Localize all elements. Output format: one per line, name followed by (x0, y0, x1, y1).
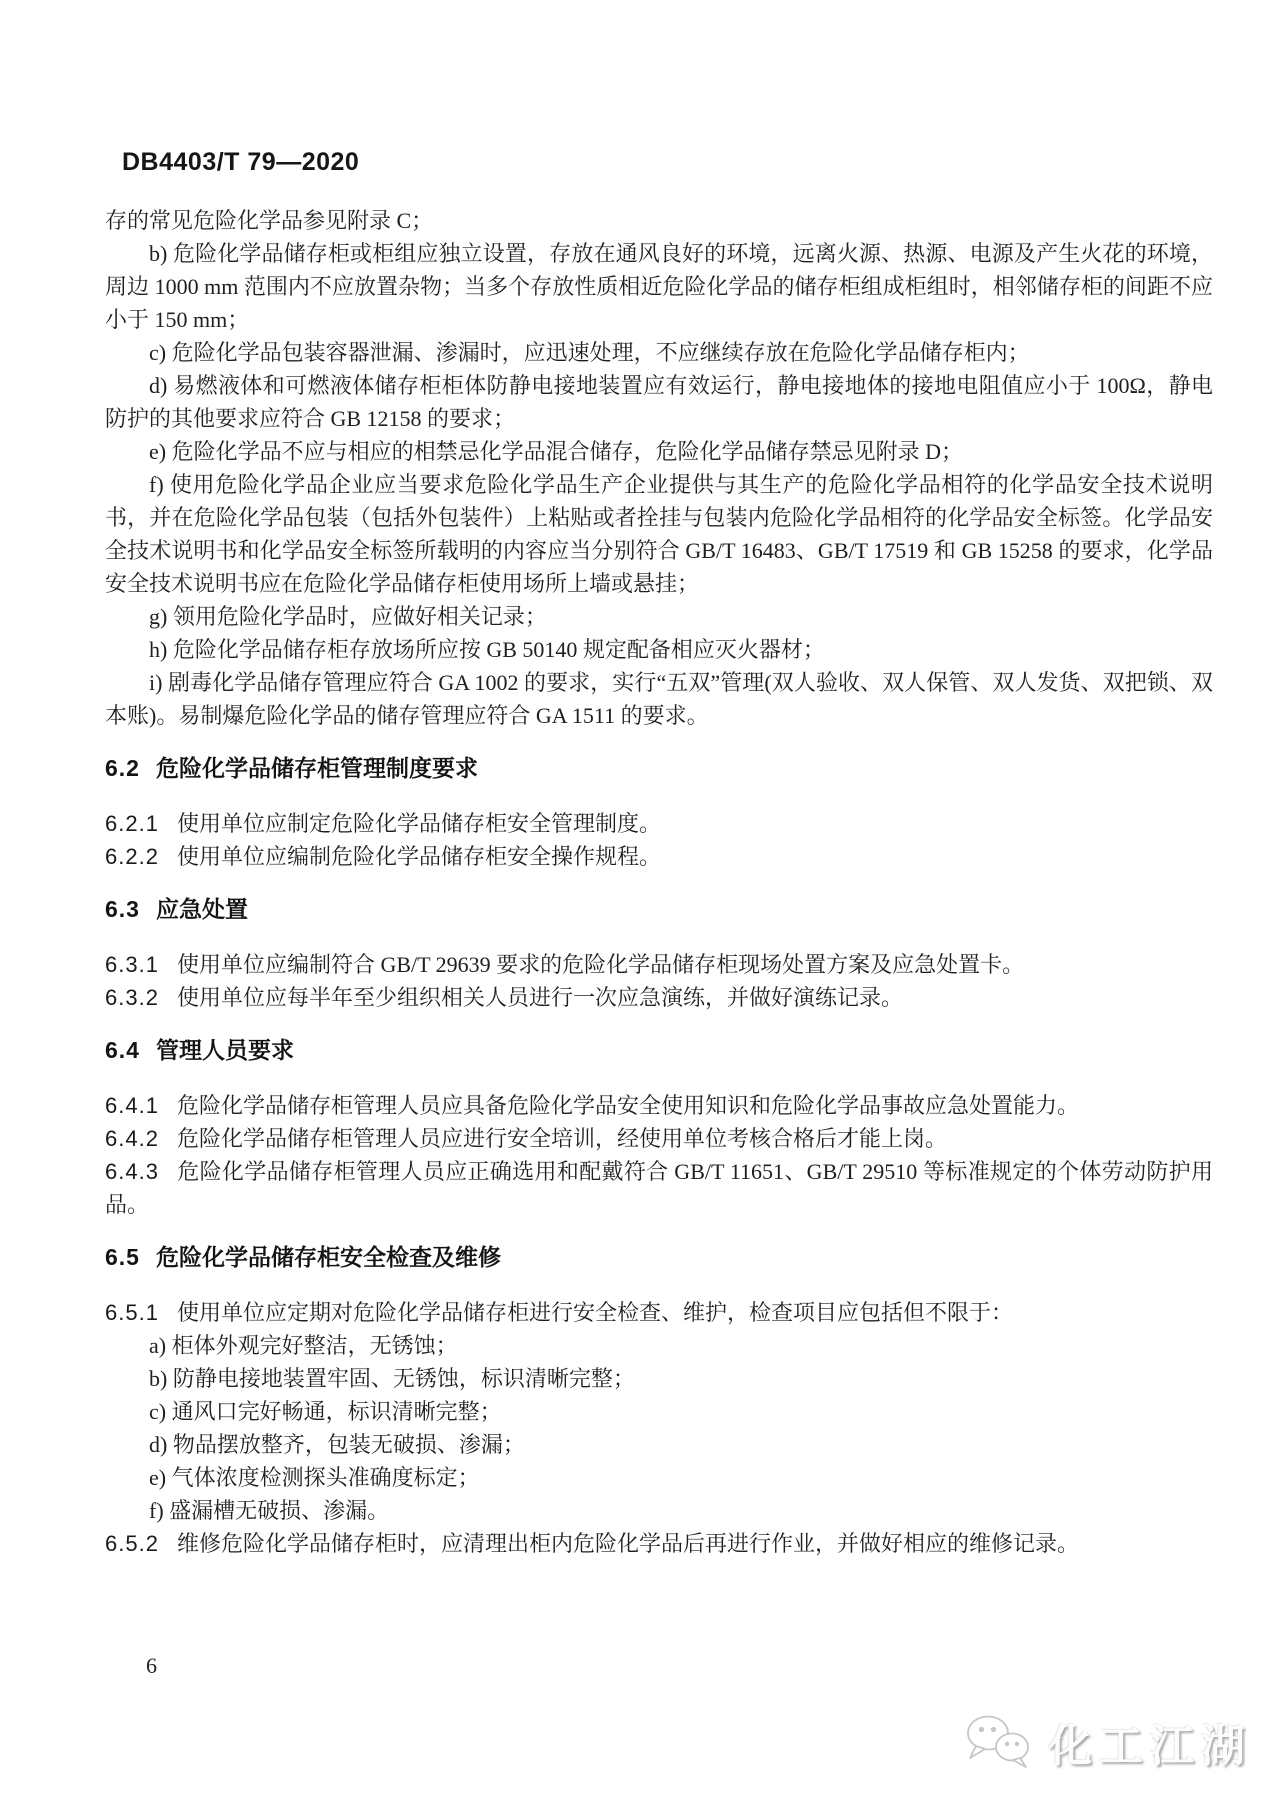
section-title: 危险化学品储存柜管理制度要求 (155, 755, 478, 781)
clause-text: 维修危险化学品储存柜时，应清理出柜内危险化学品后再进行作业，并做好相应的维修记录。 (176, 1531, 1079, 1556)
clause-6-2-2 (105, 840, 1213, 873)
watermark-text: 化工江湖 (1048, 1722, 1252, 1771)
list-item-d: d) 易燃液体和可燃液体储存柜柜体防静电接地装置应有效运行，静电接地体的接地电阻值应小于 100Ω，静电防护的其他要求应符合 GB 12158 的要求； (105, 373, 1213, 431)
section-heading-6-3 (105, 893, 1213, 926)
clause-6-3-1 (105, 948, 1213, 981)
check-item-b: b) 防静电接地装置牢固、无锈蚀，标识清晰完整； (149, 1366, 635, 1391)
section-title: 危险化学品储存柜安全检查及维修 (155, 1244, 501, 1270)
clause-number: 6.4.3 (105, 1159, 159, 1184)
page-number: 6 (146, 1653, 157, 1678)
clause-6-5-1 (105, 1296, 1213, 1329)
clause-number: 6.2.1 (105, 811, 159, 836)
check-item-f: f) 盛漏槽无破损、渗漏。 (149, 1498, 390, 1523)
clause-number: 6.5.2 (105, 1531, 159, 1556)
clause-number: 6.3.1 (105, 952, 159, 977)
clause-text: 使用单位应编制符合 GB/T 29639 要求的危险化学品储存柜现场处置方案及应急处置卡。 (176, 952, 1025, 977)
list-item-c: c) 危险化学品包装容器泄漏、渗漏时，应迅速处理，不应继续存放在危险化学品储存柜内； (149, 340, 1030, 365)
clause-number: 6.4.1 (105, 1093, 159, 1118)
document-body (105, 204, 1213, 1560)
clause-text: 危险化学品储存柜管理人员应具备危险化学品安全使用知识和危险化学品事故应急处置能力。 (176, 1093, 1079, 1118)
clause-6-4-3 (105, 1155, 1213, 1221)
clause-6-3-2 (105, 981, 1213, 1014)
check-item-e: e) 气体浓度检测探头准确度标定； (149, 1465, 480, 1490)
clause-text: 使用单位应定期对危险化学品储存柜进行安全检查、维护，检查项目应包括但不限于： (176, 1300, 1013, 1325)
paragraph-continuation: 存的常见危险化学品参见附录 C； (105, 208, 434, 233)
clause-6-5-2 (105, 1527, 1213, 1560)
check-item-d: d) 物品摆放整齐，包装无破损、渗漏； (149, 1432, 525, 1457)
section-number: 6.2 (105, 755, 140, 781)
list-item-h: h) 危险化学品储存柜存放场所应按 GB 50140 规定配备相应灭火器材； (149, 637, 825, 662)
clause-number: 6.4.2 (105, 1126, 159, 1151)
section-number: 6.4 (105, 1037, 140, 1063)
clause-number: 6.2.2 (105, 844, 159, 869)
section-number: 6.3 (105, 896, 140, 922)
clause-number: 6.5.1 (105, 1300, 159, 1325)
section-heading-6-4 (105, 1034, 1213, 1067)
section-title: 应急处置 (155, 896, 248, 922)
clause-text: 危险化学品储存柜管理人员应正确选用和配戴符合 GB/T 11651、GB/T 29510 等标准规定的个体劳动防护用品。 (105, 1159, 1213, 1217)
list-item-g: g) 领用危险化学品时，应做好相关记录； (149, 604, 547, 629)
clause-number: 6.3.2 (105, 985, 159, 1010)
clause-text: 危险化学品储存柜管理人员应进行安全培训，经使用单位考核合格后才能上岗。 (176, 1126, 947, 1151)
clause-6-4-1 (105, 1089, 1213, 1122)
check-item-c: c) 通风口完好畅通，标识清晰完整； (149, 1399, 502, 1424)
check-item-a: a) 柜体外观完好整洁，无锈蚀； (149, 1333, 458, 1358)
section-number: 6.5 (105, 1244, 140, 1270)
clause-6-4-2 (105, 1122, 1213, 1155)
clause-text: 使用单位应制定危险化学品储存柜安全管理制度。 (176, 811, 661, 836)
clause-6-2-1 (105, 807, 1213, 840)
section-title: 管理人员要求 (155, 1037, 294, 1063)
section-heading-6-5 (105, 1241, 1213, 1274)
wechat-icon (962, 1711, 1036, 1773)
clause-text: 使用单位应编制危险化学品储存柜安全操作规程。 (176, 844, 661, 869)
list-item-b: b) 危险化学品储存柜或柜组应独立设置，存放在通风良好的环境，远离火源、热源、电源及产生火花的环境，周边 1000 mm 范围内不应放置杂物；当多个存放性质相近危险化学品的储存柜组成柜组时，相邻储存柜的间距不应小于 150 mm； (105, 241, 1213, 332)
clause-text: 使用单位应每半年至少组织相关人员进行一次应急演练，并做好演练记录。 (176, 985, 903, 1010)
list-item-e: e) 危险化学品不应与相应的相禁忌化学品混合储存，危险化学品储存禁忌见附录 D； (149, 439, 963, 464)
section-heading-6-2 (105, 752, 1213, 785)
list-item-i: i) 剧毒化学品储存管理应符合 GA 1002 的要求，实行“五双”管理(双人验收、双人保管、双人发货、双把锁、双本账)。易制爆危险化学品的储存管理应符合 GA 1511 的要求。 (105, 670, 1213, 728)
watermark (962, 1710, 1252, 1774)
list-item-f: f) 使用危险化学品企业应当要求危险化学品生产企业提供与其生产的危险化学品相符的化学品安全技术说明书，并在危险化学品包装（包括外包装件）上粘贴或者拴挂与包装内危险化学品相符的化学品安全标签。化学品安全技术说明书和化学品安全标签所载明的内容应当分别符合 GB/T 16483、GB/T 17519 和 GB 15258 的要求，化学品安全技术说明书应在危险化学品储存柜使用场所上墙或悬挂； (105, 472, 1213, 596)
standard-number: DB4403/T 79—2020 (122, 148, 360, 176)
